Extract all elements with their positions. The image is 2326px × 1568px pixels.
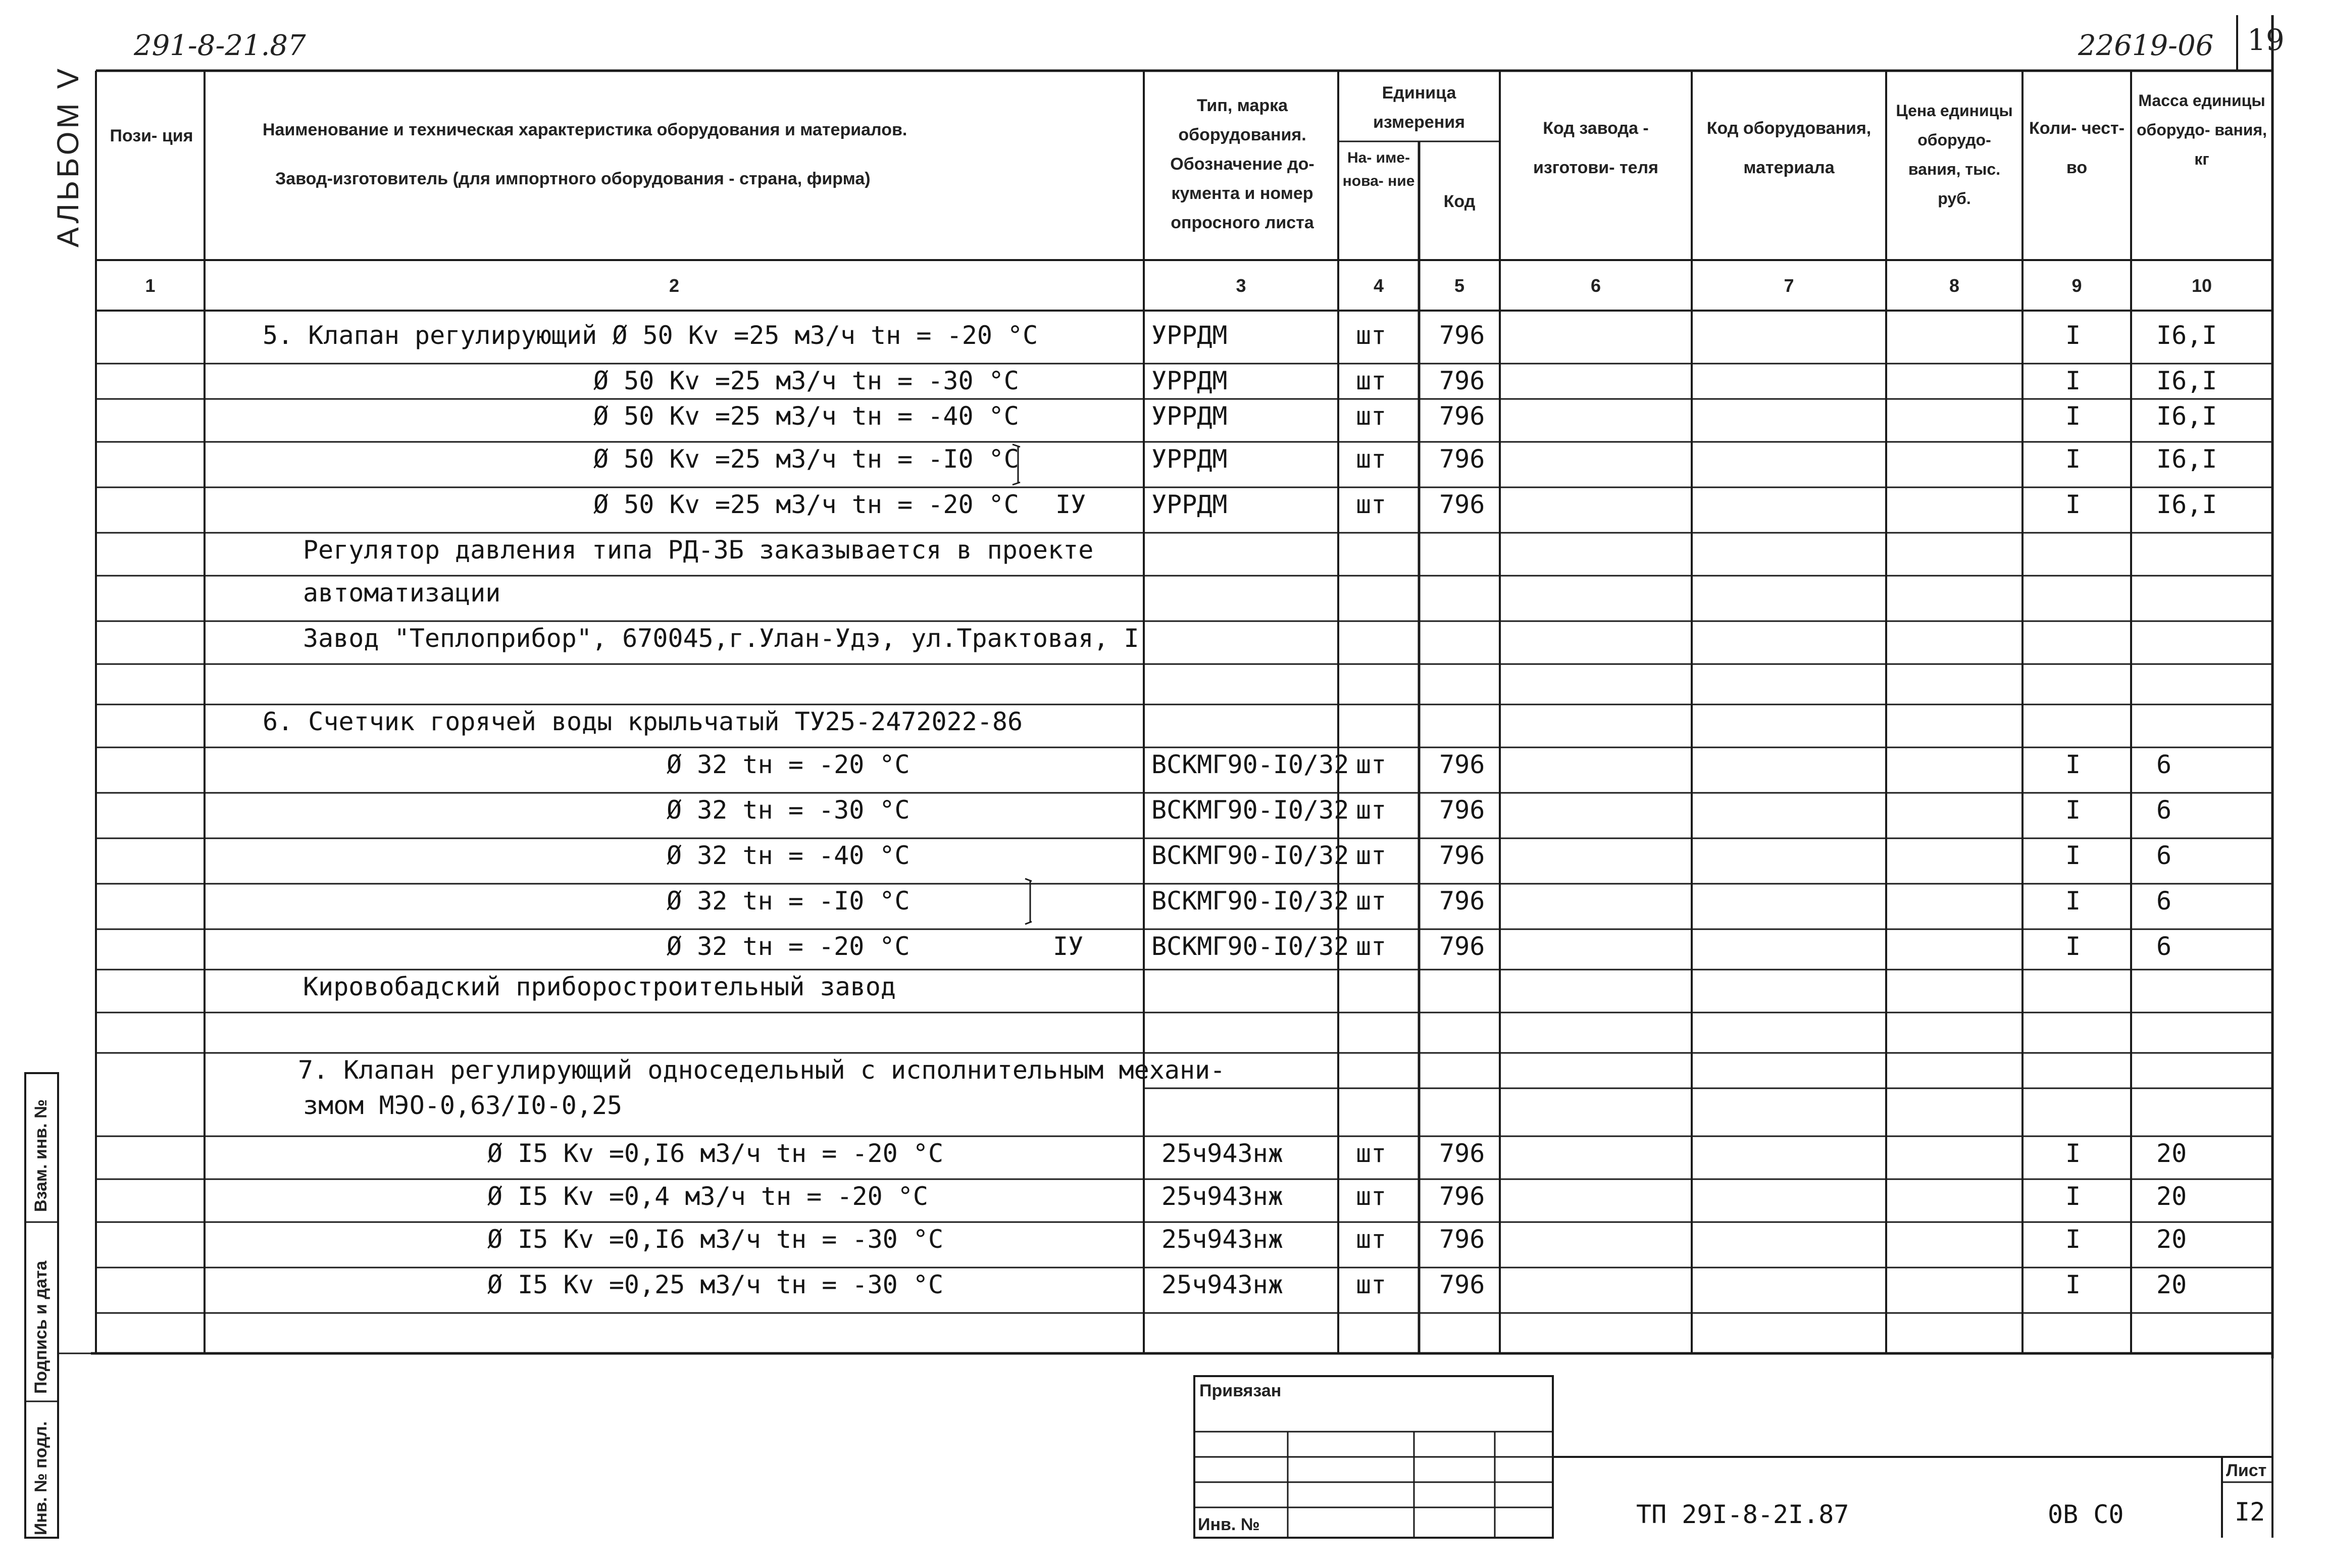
row-code: 796 <box>1439 886 1485 916</box>
row-mass: I6,I <box>2156 490 2217 519</box>
row-code: 796 <box>1439 795 1485 825</box>
column-number-9: 9 <box>2071 275 2082 296</box>
row-unit: шт <box>1356 1270 1387 1299</box>
column-number-10: 10 <box>2191 275 2212 296</box>
stamp-privyazan: Привязан <box>1199 1381 1282 1400</box>
album-label: АЛЬБОМ V <box>51 65 85 247</box>
row-name: Завод "Теплоприбор", 670045,г.Улан-Удэ, ул.Трактовая, I <box>303 624 1139 653</box>
column-number-2: 2 <box>669 275 680 296</box>
row-mass: I6,I <box>2156 366 2217 395</box>
column-number-3: 3 <box>1236 275 1246 296</box>
row-qty: I <box>2065 841 2081 870</box>
row-type: ВСКМГ90-I0/32 <box>1151 750 1349 779</box>
row-name: 5. Клапан регулирующий Ø 50 Kv =25 м3/ч tн = -20 °C <box>263 321 1038 350</box>
header-col5: Код <box>1443 192 1476 211</box>
row-unit: шт <box>1356 886 1387 916</box>
row-name: Ø I5 Kv =0,4 м3/ч tн = -20 °C <box>487 1182 928 1211</box>
header-col7: Код оборудования, материала <box>1706 119 1872 177</box>
row-qty: I <box>2065 1270 2081 1299</box>
row-qty: I <box>2065 795 2081 825</box>
row-unit: шт <box>1356 321 1387 350</box>
row-mass: I6,I <box>2156 401 2217 431</box>
row-mass: 6 <box>2156 886 2172 916</box>
row-name: 6. Счетчик горячей воды крыльчатый ТУ25-2472022-86 <box>263 707 1023 736</box>
row-type: 25ч943нж <box>1161 1139 1283 1168</box>
header-col6: Код завода - изготови- теля <box>1533 119 1658 177</box>
header-col1: Пози- ция <box>110 126 193 145</box>
row-name: Регулятор давления типа РД-3Б заказывается в проекте <box>303 535 1094 565</box>
row-type: УРРДМ <box>1151 401 1228 431</box>
row-type: УРРДМ <box>1151 366 1228 395</box>
column-number-1: 1 <box>145 275 156 296</box>
row-mass: 20 <box>2156 1270 2187 1299</box>
header-col2-line1: Наименование и техническая характеристика оборудования и материалов. <box>263 120 907 139</box>
row-unit: шт <box>1356 795 1387 825</box>
row-name: автоматизации <box>303 578 501 608</box>
row-note: IУ <box>1055 490 1086 519</box>
header-col2-line2: Завод-изготовитель (для импортного оборудования - страна, фирма) <box>275 169 871 188</box>
header-unit-group: Единица измерения <box>1373 83 1465 132</box>
row-type: 25ч943нж <box>1161 1182 1283 1211</box>
row-mass: 6 <box>2156 841 2172 870</box>
row-name: змом МЭО-0,63/I0-0,25 <box>303 1091 623 1120</box>
row-qty: I <box>2065 366 2081 395</box>
row-type: ВСКМГ90-I0/32 <box>1151 932 1349 961</box>
row-code: 796 <box>1439 490 1485 519</box>
row-qty: I <box>2065 490 2081 519</box>
row-mass: 20 <box>2156 1182 2187 1211</box>
row-qty: I <box>2065 1139 2081 1168</box>
row-mass: 6 <box>2156 750 2172 779</box>
row-name: Ø 50 Kv =25 м3/ч tн = -30 °C <box>593 366 1019 395</box>
row-mass: 6 <box>2156 932 2172 961</box>
stamp-doc-code: ТП 29I-8-2I.87 <box>1636 1500 1849 1529</box>
header-col8: Цена единицы оборудо- вания, тыс. руб. <box>1896 102 2013 208</box>
row-code: 796 <box>1439 841 1485 870</box>
row-type: ВСКМГ90-I0/32 <box>1151 886 1349 916</box>
row-type: ВСКМГ90-I0/32 <box>1151 841 1349 870</box>
row-name: Ø 50 Kv =25 м3/ч tн = -20 °C <box>593 490 1019 519</box>
header-col10: Масса единицы оборудо- вания, кг <box>2137 91 2267 168</box>
row-name: Ø 50 Kv =25 м3/ч tн = -40 °C <box>593 401 1019 431</box>
row-code: 796 <box>1439 321 1485 350</box>
row-unit: шт <box>1356 1225 1387 1254</box>
header-col3: Тип, марка оборудования. Обозначение до- кумента и номер опросного листа <box>1170 96 1314 232</box>
column-number-7: 7 <box>1784 275 1794 296</box>
row-qty: I <box>2065 1225 2081 1254</box>
row-type: УРРДМ <box>1151 444 1228 474</box>
row-mass: I6,I <box>2156 321 2217 350</box>
row-qty: I <box>2065 886 2081 916</box>
side-label-vzam: Взам. инв. № <box>31 1099 50 1212</box>
stamp-inv-no: Инв. № <box>1198 1515 1260 1534</box>
row-qty: I <box>2065 401 2081 431</box>
row-name: Ø I5 Kv =0,I6 м3/ч tн = -30 °C <box>487 1225 944 1254</box>
row-unit: шт <box>1356 932 1387 961</box>
row-note: IУ <box>1053 932 1084 961</box>
row-qty: I <box>2065 932 2081 961</box>
stamp-sheet-number: I2 <box>2235 1497 2265 1527</box>
row-unit: шт <box>1356 490 1387 519</box>
row-code: 796 <box>1439 750 1485 779</box>
row-qty: I <box>2065 1182 2081 1211</box>
column-number-5: 5 <box>1454 275 1465 296</box>
row-qty: I <box>2065 321 2081 350</box>
row-name: 7. Клапан регулирующий односедельный с исполнительным механи- <box>298 1055 1226 1085</box>
top-left-doc-code: 291-8-21.87 <box>134 29 306 62</box>
row-name: Ø 32 tн = -30 °C <box>667 795 910 825</box>
row-type: ВСКМГ90-I0/32 <box>1151 795 1349 825</box>
column-number-4: 4 <box>1373 275 1384 296</box>
row-name: Ø 32 tн = -40 °C <box>667 841 910 870</box>
row-code: 796 <box>1439 366 1485 395</box>
row-type: 25ч943нж <box>1161 1225 1283 1254</box>
row-code: 796 <box>1439 1182 1485 1211</box>
row-code: 796 <box>1439 1139 1485 1168</box>
stamp-doc-suffix: 0В С0 <box>2048 1500 2124 1529</box>
row-name: Ø 32 tн = -20 °C <box>667 750 910 779</box>
row-name: Ø 32 tн = -20 °C <box>667 932 910 961</box>
column-number-6: 6 <box>1590 275 1601 296</box>
top-right-doc-code: 22619-06 <box>2078 29 2214 62</box>
row-code: 796 <box>1439 401 1485 431</box>
row-type: 25ч943нж <box>1161 1270 1283 1299</box>
row-unit: шт <box>1356 366 1387 395</box>
row-unit: шт <box>1356 401 1387 431</box>
row-qty: I <box>2065 750 2081 779</box>
row-name: Ø 32 tн = -I0 °C <box>667 886 910 916</box>
side-label-inv-podl: Инв. № подл. <box>31 1421 50 1535</box>
stamp-sheet-label: Лист <box>2226 1461 2267 1480</box>
row-code: 796 <box>1439 1225 1485 1254</box>
row-name: Кировобадский приборостроительный завод <box>303 972 896 1001</box>
row-unit: шт <box>1356 1139 1387 1168</box>
row-mass: I6,I <box>2156 444 2217 474</box>
row-code: 796 <box>1439 444 1485 474</box>
row-mass: 20 <box>2156 1225 2187 1254</box>
column-number-8: 8 <box>1949 275 1960 296</box>
row-code: 796 <box>1439 1270 1485 1299</box>
header-col9: Коли- чест- во <box>2029 119 2125 177</box>
row-name: Ø I5 Kv =0,25 м3/ч tн = -30 °C <box>487 1270 944 1299</box>
row-unit: шт <box>1356 750 1387 779</box>
side-label-podpis: Подпись и дата <box>31 1260 50 1394</box>
header-col4: На- име- нова- ние <box>1342 149 1415 189</box>
row-qty: I <box>2065 444 2081 474</box>
row-name: Ø 50 Kv =25 м3/ч tн = -I0 °C <box>593 444 1019 474</box>
row-name: Ø I5 Kv =0,I6 м3/ч tн = -20 °C <box>487 1139 944 1168</box>
row-type: УРРДМ <box>1151 321 1228 350</box>
row-unit: шт <box>1356 841 1387 870</box>
row-mass: 6 <box>2156 795 2172 825</box>
page-number: 19 <box>2247 23 2285 57</box>
row-unit: шт <box>1356 444 1387 474</box>
row-type: УРРДМ <box>1151 490 1228 519</box>
row-unit: шт <box>1356 1182 1387 1211</box>
row-code: 796 <box>1439 932 1485 961</box>
row-mass: 20 <box>2156 1139 2187 1168</box>
